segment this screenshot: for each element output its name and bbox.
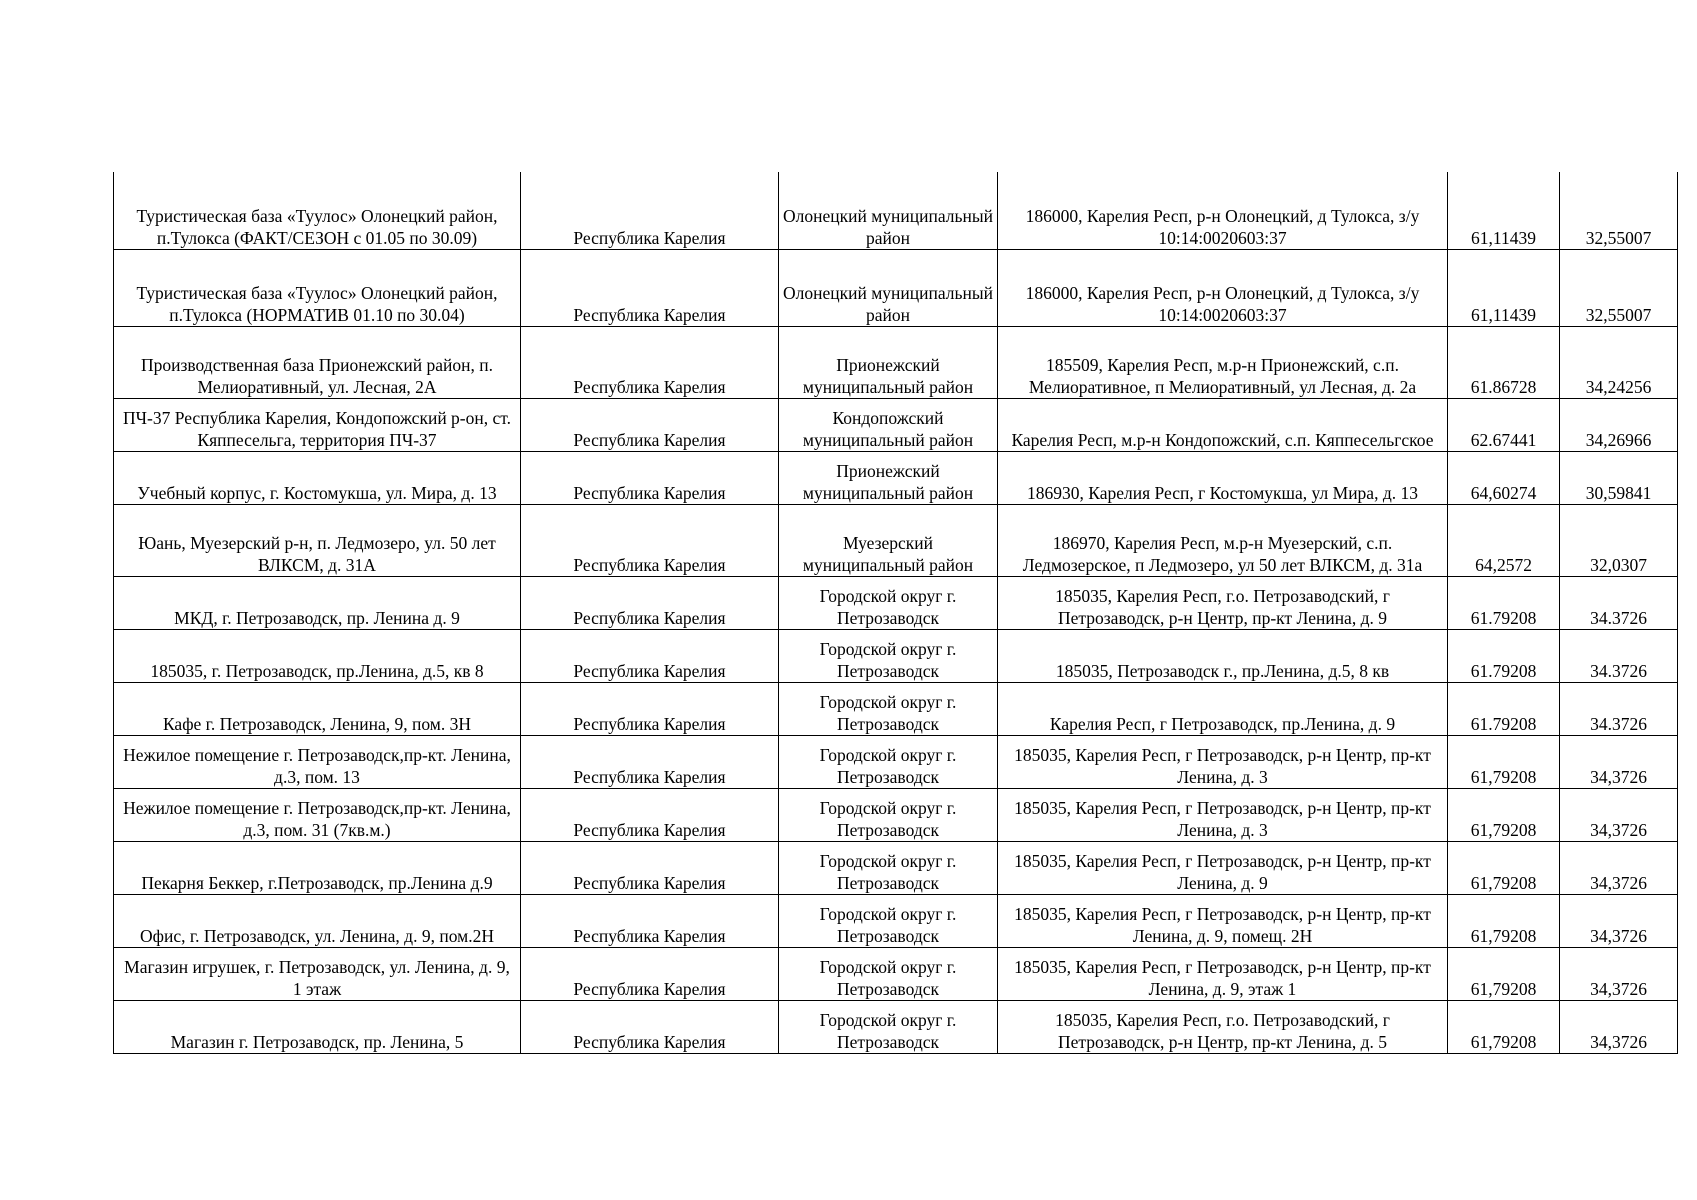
region-cell: Республика Карелия xyxy=(521,451,779,504)
region-cell: Республика Карелия xyxy=(521,788,779,841)
municipality-cell: Городской округ г. Петрозаводск xyxy=(779,894,998,947)
latitude-cell: 61,79208 xyxy=(1448,894,1560,947)
region-cell: Республика Карелия xyxy=(521,326,779,398)
region-cell: Республика Карелия xyxy=(521,1000,779,1053)
latitude-cell: 61,79208 xyxy=(1448,841,1560,894)
longitude-cell: 32,55007 xyxy=(1560,172,1678,249)
object-name-cell: Нежилое помещение г. Петрозаводск,пр-кт. Ленина, д.3, пом. 31 (7кв.м.) xyxy=(114,788,521,841)
latitude-cell: 61,11439 xyxy=(1448,172,1560,249)
address-cell: 185035, Карелия Респ, г Петрозаводск, р-н Центр, пр-кт Ленина, д. 3 xyxy=(998,735,1448,788)
municipality-cell: Олонецкий муниципальный район xyxy=(779,172,998,249)
address-cell: 185035, Карелия Респ, г Петрозаводск, р-н Центр, пр-кт Ленина, д. 3 xyxy=(998,788,1448,841)
municipality-cell: Прионежский муниципальный район xyxy=(779,451,998,504)
longitude-cell: 34.3726 xyxy=(1560,576,1678,629)
object-name-cell: Магазин игрушек, г. Петрозаводск, ул. Ленина, д. 9, 1 этаж xyxy=(114,947,521,1000)
region-cell: Республика Карелия xyxy=(521,841,779,894)
table-row xyxy=(114,1000,1678,1053)
address-cell: 185509, Карелия Респ, м.р-н Прионежский, с.п. Мелиоративное, п Мелиоративный, ул Лесная, д. 2а xyxy=(998,326,1448,398)
address-cell: 185035, Карелия Респ, г Петрозаводск, р-н Центр, пр-кт Ленина, д. 9 xyxy=(998,841,1448,894)
longitude-cell: 34,3726 xyxy=(1560,735,1678,788)
objects-table-body xyxy=(114,172,1678,1053)
region-cell: Республика Карелия xyxy=(521,172,779,249)
table-row xyxy=(114,788,1678,841)
municipality-cell: Городской округ г. Петрозаводск xyxy=(779,788,998,841)
address-cell: 186930, Карелия Респ, г Костомукша, ул Мира, д. 13 xyxy=(998,451,1448,504)
latitude-cell: 61,79208 xyxy=(1448,735,1560,788)
object-name-cell: Магазин г. Петрозаводск, пр. Ленина, 5 xyxy=(114,1000,521,1053)
latitude-cell: 61,11439 xyxy=(1448,249,1560,326)
address-cell: Карелия Респ, м.р-н Кондопожский, с.п. Кяппесельгское xyxy=(998,398,1448,451)
longitude-cell: 34,3726 xyxy=(1560,1000,1678,1053)
municipality-cell: Городской округ г. Петрозаводск xyxy=(779,682,998,735)
objects-table xyxy=(113,172,1678,1054)
longitude-cell: 34.3726 xyxy=(1560,629,1678,682)
table-row xyxy=(114,735,1678,788)
address-cell: 186000, Карелия Респ, р-н Олонецкий, д Тулокса, з/у 10:14:0020603:37 xyxy=(998,172,1448,249)
region-cell: Республика Карелия xyxy=(521,504,779,576)
table-row xyxy=(114,504,1678,576)
longitude-cell: 34,3726 xyxy=(1560,788,1678,841)
address-cell: 185035, Карелия Респ, г.о. Петрозаводский, г Петрозаводск, р-н Центр, пр-кт Ленина, д. 5 xyxy=(998,1000,1448,1053)
table-row xyxy=(114,894,1678,947)
longitude-cell: 34,3726 xyxy=(1560,894,1678,947)
municipality-cell: Городской округ г. Петрозаводск xyxy=(779,576,998,629)
region-cell: Республика Карелия xyxy=(521,682,779,735)
municipality-cell: Городской округ г. Петрозаводск xyxy=(779,1000,998,1053)
object-name-cell: 185035, г. Петрозаводск, пр.Ленина, д.5, кв 8 xyxy=(114,629,521,682)
table-row xyxy=(114,841,1678,894)
latitude-cell: 61.79208 xyxy=(1448,576,1560,629)
region-cell: Республика Карелия xyxy=(521,398,779,451)
municipality-cell: Муезерский муниципальный район xyxy=(779,504,998,576)
latitude-cell: 61,79208 xyxy=(1448,947,1560,1000)
longitude-cell: 34,24256 xyxy=(1560,326,1678,398)
table-row xyxy=(114,172,1678,249)
longitude-cell: 32,0307 xyxy=(1560,504,1678,576)
municipality-cell: Городской округ г. Петрозаводск xyxy=(779,735,998,788)
longitude-cell: 34,3726 xyxy=(1560,947,1678,1000)
address-cell: 186000, Карелия Респ, р-н Олонецкий, д Тулокса, з/у 10:14:0020603:37 xyxy=(998,249,1448,326)
table-row xyxy=(114,576,1678,629)
region-cell: Республика Карелия xyxy=(521,629,779,682)
object-name-cell: Нежилое помещение г. Петрозаводск,пр-кт. Ленина, д.3, пом. 13 xyxy=(114,735,521,788)
latitude-cell: 64,60274 xyxy=(1448,451,1560,504)
address-cell: 186970, Карелия Респ, м.р-н Муезерский, с.п. Ледмозерское, п Ледмозеро, ул 50 лет ВЛКСМ, д. 31а xyxy=(998,504,1448,576)
table-row xyxy=(114,451,1678,504)
region-cell: Республика Карелия xyxy=(521,735,779,788)
table-row xyxy=(114,682,1678,735)
latitude-cell: 64,2572 xyxy=(1448,504,1560,576)
table-row xyxy=(114,629,1678,682)
table-row xyxy=(114,326,1678,398)
latitude-cell: 61,79208 xyxy=(1448,788,1560,841)
region-cell: Республика Карелия xyxy=(521,576,779,629)
municipality-cell: Городской округ г. Петрозаводск xyxy=(779,629,998,682)
latitude-cell: 61.79208 xyxy=(1448,682,1560,735)
address-cell: 185035, Карелия Респ, г Петрозаводск, р-н Центр, пр-кт Ленина, д. 9, помещ. 2Н xyxy=(998,894,1448,947)
object-name-cell: Учебный корпус, г. Костомукша, ул. Мира, д. 13 xyxy=(114,451,521,504)
object-name-cell: Пекарня Беккер, г.Петрозаводск, пр.Ленина д.9 xyxy=(114,841,521,894)
table-row xyxy=(114,249,1678,326)
municipality-cell: Кондопожский муниципальный район xyxy=(779,398,998,451)
longitude-cell: 30,59841 xyxy=(1560,451,1678,504)
table-row xyxy=(114,947,1678,1000)
table-row xyxy=(114,398,1678,451)
latitude-cell: 62.67441 xyxy=(1448,398,1560,451)
object-name-cell: Производственная база Прионежский район, п. Мелиоративный, ул. Лесная, 2А xyxy=(114,326,521,398)
address-cell: 185035, Петрозаводск г., пр.Ленина, д.5, 8 кв xyxy=(998,629,1448,682)
latitude-cell: 61,79208 xyxy=(1448,1000,1560,1053)
object-name-cell: Офис, г. Петрозаводск, ул. Ленина, д. 9, пом.2Н xyxy=(114,894,521,947)
region-cell: Республика Карелия xyxy=(521,947,779,1000)
object-name-cell: Туристическая база «Туулос» Олонецкий район, п.Тулокса (ФАКТ/СЕЗОН с 01.05 по 30.09) xyxy=(114,172,521,249)
longitude-cell: 34,26966 xyxy=(1560,398,1678,451)
municipality-cell: Олонецкий муниципальный район xyxy=(779,249,998,326)
longitude-cell: 34.3726 xyxy=(1560,682,1678,735)
latitude-cell: 61.86728 xyxy=(1448,326,1560,398)
objects-table-sheet xyxy=(113,172,1677,1054)
object-name-cell: Туристическая база «Туулос» Олонецкий район, п.Тулокса (НОРМАТИВ 01.10 по 30.04) xyxy=(114,249,521,326)
address-cell: 185035, Карелия Респ, г Петрозаводск, р-н Центр, пр-кт Ленина, д. 9, этаж 1 xyxy=(998,947,1448,1000)
address-cell: Карелия Респ, г Петрозаводск, пр.Ленина, д. 9 xyxy=(998,682,1448,735)
region-cell: Республика Карелия xyxy=(521,249,779,326)
latitude-cell: 61.79208 xyxy=(1448,629,1560,682)
object-name-cell: Кафе г. Петрозаводск, Ленина, 9, пом. 3Н xyxy=(114,682,521,735)
address-cell: 185035, Карелия Респ, г.о. Петрозаводский, г Петрозаводск, р-н Центр, пр-кт Ленина, д. 9 xyxy=(998,576,1448,629)
municipality-cell: Городской округ г. Петрозаводск xyxy=(779,841,998,894)
longitude-cell: 32,55007 xyxy=(1560,249,1678,326)
longitude-cell: 34,3726 xyxy=(1560,841,1678,894)
object-name-cell: Юань, Муезерский р-н, п. Ледмозеро, ул. 50 лет ВЛКСМ, д. 31А xyxy=(114,504,521,576)
municipality-cell: Городской округ г. Петрозаводск xyxy=(779,947,998,1000)
region-cell: Республика Карелия xyxy=(521,894,779,947)
object-name-cell: ПЧ-37 Республика Карелия, Кондопожский р-он, ст. Кяппесельга, территория ПЧ-37 xyxy=(114,398,521,451)
municipality-cell: Прионежский муниципальный район xyxy=(779,326,998,398)
object-name-cell: МКД, г. Петрозаводск, пр. Ленина д. 9 xyxy=(114,576,521,629)
